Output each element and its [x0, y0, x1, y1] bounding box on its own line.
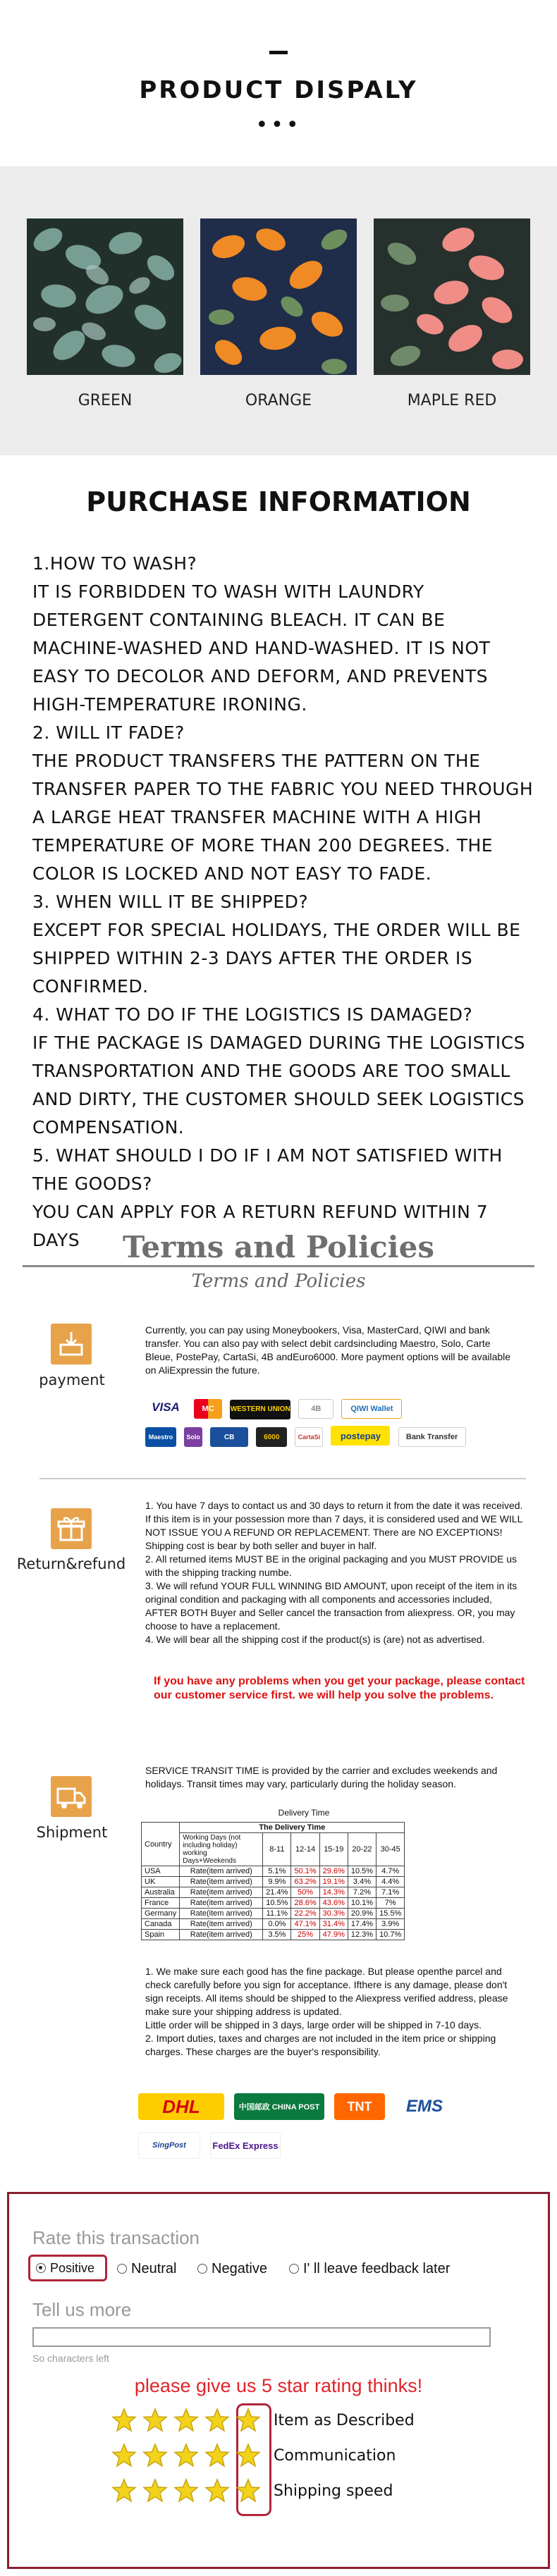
western-union-logo: WESTERN UNION [230, 1400, 290, 1419]
faq-answer-4: IF THE PACKAGE IS DAMAGED DURING THE LOGISTICS TRANSPORTATION AND THE GOODS ARE TOO SMALL AND DIRTY, THE CUSTOMER SHOULD SEEK LOGISTICS COMPENSATION. [32, 1033, 525, 1138]
percent-cell: 9.9% [263, 1877, 291, 1887]
header-dash [269, 51, 288, 54]
singpost-logo: SingPost [138, 2132, 200, 2159]
faq-question-5: 5. WHAT SHOULD I DO IF I AM NOT SATISFIED WITH THE GOODS? [32, 1145, 503, 1194]
percent-cell: 7.2% [348, 1887, 376, 1898]
faq-question-4: 4. WHAT TO DO IF THE LOGISTICS IS DAMAGED? [32, 1004, 473, 1025]
purchase-info-body [32, 550, 540, 1255]
maestro-logo: Maestro [145, 1427, 176, 1447]
country-cell: Spain [142, 1930, 180, 1940]
star-row-label: Communication [274, 2446, 396, 2465]
refund-warning: If you have any problems when you get your package, please contact our customer service first. we will help you solve the problems. [154, 1675, 525, 1701]
rating-negative-option[interactable] [197, 2261, 267, 2277]
payment-badges-row-1 [145, 1398, 512, 1419]
ems-logo: EMS [395, 2093, 454, 2120]
range-header: 30-45 [377, 1833, 405, 1866]
star-icon[interactable] [235, 2408, 261, 2433]
star-icon[interactable] [235, 2443, 261, 2468]
fedex-logo: FedEx Express [210, 2132, 281, 2159]
range-header: 15-19 [319, 1833, 348, 1866]
star-icon[interactable] [173, 2408, 199, 2433]
star-ratings [111, 2406, 534, 2519]
country-cell: France [142, 1898, 180, 1909]
star-icon[interactable] [204, 2478, 230, 2503]
five-star-request: please give us 5 star rating thinks! [134, 2375, 423, 2396]
product-label-maple-red: MAPLE RED [407, 392, 497, 409]
rate-transaction-label: Rate this transaction [32, 2227, 200, 2248]
star-icon[interactable] [142, 2443, 168, 2468]
product-image-maple-red[interactable] [374, 218, 530, 375]
percent-cell: 15.5% [377, 1909, 405, 1919]
product-image-green[interactable] [27, 218, 183, 375]
terms-title: Terms and Policies [122, 1230, 434, 1264]
neutral-text: Neutral [131, 2261, 177, 2276]
4b-logo: 4B [298, 1399, 333, 1419]
percent-cell: 29.6% [319, 1866, 348, 1877]
table-row [142, 1887, 405, 1898]
rate-cell: Rate(item arrived) [180, 1898, 263, 1909]
faq-answer-5: YOU CAN APPLY FOR A RETURN REFUND WITHIN 7 DAYS [32, 1202, 489, 1250]
return-refund-label: Return&refund [16, 1555, 126, 1572]
percent-cell: 31.4% [319, 1919, 348, 1930]
table-row [142, 1909, 405, 1919]
star-row-label: Shipping speed [274, 2482, 393, 2500]
shipment-note-2: Little order will be shipped in 3 days, large order will be shipped in 7-10 days. [145, 2019, 482, 2030]
faq-answer-3: EXCEPT FOR SPECIAL HOLIDAYS, THE ORDER WILL BE SHIPPED WITHIN 2-3 DAYS AFTER THE ORDER IS CONFIRMED. [32, 920, 521, 997]
percent-cell: 63.2% [291, 1877, 319, 1887]
star-icon[interactable] [204, 2408, 230, 2433]
star-icon[interactable] [142, 2478, 168, 2503]
mastercard-logo: MC [194, 1399, 222, 1419]
percent-cell: 30.3% [319, 1909, 348, 1919]
shipment-notes [145, 1965, 519, 2059]
carte-bleue-logo: CB [210, 1427, 248, 1447]
percent-cell: 4.7% [377, 1866, 405, 1877]
star-icon[interactable] [204, 2443, 230, 2468]
refund-policy-list [145, 1499, 526, 1646]
percent-cell: 10.5% [263, 1898, 291, 1909]
star-row-label: Item as Described [274, 2411, 415, 2429]
shipment-note-3: 2. Import duties, taxes and charges are not included in the item price or shipping charges. These charges are the buyer's responsibility. [145, 2033, 496, 2057]
faq-answer-1: IT IS FORBIDDEN TO WASH WITH LAUNDRY DETERGENT CONTAINING BLEACH. IT CAN BE MACHINE-WASHED AND HAND-WASHED. IT IS NOT EASY TO DECOLOR AND DEFORM, AND PREVENTS HIGH-TEMPERATURE IRONING. [32, 581, 491, 715]
payment-badges-row-2 [145, 1426, 512, 1447]
delivery-time-title: Delivery Time [278, 1808, 330, 1818]
col-country-header: Country [142, 1823, 180, 1866]
rate-cell: Rate(item arrived) [180, 1909, 263, 1919]
percent-cell: 0.0% [263, 1919, 291, 1930]
product-label-green: GREEN [78, 392, 133, 409]
delivery-time-table [141, 1822, 405, 1940]
range-header: 8-11 [263, 1833, 291, 1866]
refund-item-2: 2. All returned items MUST BE in the original packaging and you MUST PROVIDE us with the shipping tracking numbe. [145, 1553, 518, 1578]
refund-item-1: 1. You have 7 days to contact us and 30 days to return it from the date it was received. If this item is in your possession more than 7 days, it is considered used and WE WILL NOT ISSUE YOU A REFUND OR REPLACEMENT. There are NO EXCEPTIONS! Shipping cost is bear by both seller and buyer in half. [145, 1500, 523, 1551]
product-label-orange: ORANGE [245, 392, 312, 409]
star-rating-row [111, 2477, 393, 2505]
shipment-note-1: 1. We make sure each good has the fine package. But please openthe parcel and check carefully before you sign for acceptance. Ifthere is any damage, please don't sign receipts. All items should be shipped to the Aliexpress verified address, please make sure your shipping address is updated. [145, 1966, 508, 2017]
radio-icon [197, 2264, 207, 2274]
percent-cell: 43.6% [319, 1898, 348, 1909]
percent-cell: 22.2% [291, 1909, 319, 1919]
faq-question-1: 1.HOW TO WASH? [32, 553, 197, 574]
percent-cell: 10.7% [377, 1930, 405, 1940]
percent-cell: 5.1% [263, 1866, 291, 1877]
faq-answer-2: THE PRODUCT TRANSFERS THE PATTERN ON THE TRANSFER PAPER TO THE FABRIC YOU NEED THROUGH A LARGE HEAT TRANSFER MACHINE WITH A HIGH TEMPERATURE OF MORE THAN 200 DEGREES. THE COLOR IS LOCKED AND NOT EASY TO FADE. [32, 751, 534, 884]
postepay-logo: postepay [331, 1426, 390, 1446]
country-cell: USA [142, 1866, 180, 1877]
percent-cell: 47.1% [291, 1919, 319, 1930]
payment-icon [51, 1324, 92, 1364]
visa-logo: VISA [145, 1398, 186, 1417]
table-row [142, 1898, 405, 1909]
percent-cell: 21.4% [263, 1887, 291, 1898]
percent-cell: 19.1% [319, 1877, 348, 1887]
terms-subtitle: Terms and Policies [191, 1271, 366, 1292]
star-icon[interactable] [173, 2478, 199, 2503]
percent-cell: 11.1% [263, 1909, 291, 1919]
payment-label: payment [39, 1372, 105, 1388]
star-icon[interactable] [235, 2478, 261, 2503]
rating-neutral-option[interactable] [117, 2261, 176, 2277]
solo-logo: Solo [184, 1427, 202, 1447]
dhl-logo: DHL [138, 2093, 224, 2120]
cartasi-logo: CartaSi [295, 1427, 323, 1447]
carrier-logos-row-1 [138, 2093, 463, 2120]
percent-cell: 17.4% [348, 1919, 376, 1930]
range-header: 12-14 [291, 1833, 319, 1866]
country-cell: UK [142, 1877, 180, 1887]
purchase-info-title: PURCHASE INFORMATION [86, 486, 471, 517]
tnt-logo: TNT [334, 2093, 385, 2120]
later-text: I' ll leave feedback later [303, 2261, 451, 2276]
percent-cell: 3.4% [348, 1877, 376, 1887]
percent-cell: 25% [291, 1930, 319, 1940]
refund-item-4: 4. We will bear all the shipping cost if the product(s) is (are) not as advertised. [145, 1634, 485, 1645]
rate-cell: Rate(item arrived) [180, 1877, 263, 1887]
percent-cell: 50.1% [291, 1866, 319, 1877]
positive-text: Positive [50, 2260, 95, 2275]
percent-cell: 7% [377, 1898, 405, 1909]
china-post-logo: 中国邮政 CHINA POST [234, 2093, 324, 2120]
col-delivery-header: The Delivery Time [180, 1823, 405, 1833]
star-rating-row [111, 2406, 415, 2434]
percent-cell: 3.5% [263, 1930, 291, 1940]
rating-positive-option[interactable] [28, 2255, 107, 2281]
faq-question-3: 3. WHEN WILL IT BE SHIPPED? [32, 892, 309, 912]
page-title: PRODUCT DISPALY [139, 76, 418, 104]
terms-divider [23, 1265, 534, 1267]
radio-icon [117, 2264, 127, 2274]
rating-later-option[interactable] [289, 2261, 450, 2277]
percent-cell: 28.6% [291, 1898, 319, 1909]
refund-item-3: 3. We will refund YOUR FULL WINNING BID AMOUNT, upon receipt of the item in its original condition and packaging with all components and accessories included, AFTER BOTH Buyer and Seller cancel the transaction from aliexpress. OR, you may choose to have a replacement. [145, 1580, 518, 1632]
faq-question-2: 2. WILL IT FADE? [32, 722, 185, 743]
carrier-logos-row-2 [138, 2132, 463, 2159]
star-icon[interactable] [173, 2443, 199, 2468]
table-row [142, 1930, 405, 1940]
star-icon[interactable] [142, 2408, 168, 2433]
percent-cell: 3.9% [377, 1919, 405, 1930]
star-icon[interactable] [111, 2443, 137, 2468]
country-cell: Canada [142, 1919, 180, 1930]
negative-text: Negative [212, 2261, 267, 2276]
payment-text: Currently, you can pay using Moneybookers, Visa, MasterCard, QIWI and bank transfer. You can also pay with select debit cardsincluding Maestro, Solo, Carte Bleue, PostePay, CartaSi, 4B andEuro6000. More payment options will be available on AliExpressin the future. [145, 1324, 511, 1376]
percent-cell: 10.5% [348, 1866, 376, 1877]
characters-left: So characters left [32, 2353, 109, 2364]
percent-cell: 10.1% [348, 1898, 376, 1909]
qiwi-logo: QIWI Wallet [341, 1399, 402, 1419]
header-dots: ••• [255, 113, 302, 137]
bank-transfer-logo: Bank Transfer [398, 1427, 466, 1447]
tell-us-more-label: Tell us more [32, 2299, 132, 2320]
truck-icon [51, 1776, 92, 1817]
gift-icon [51, 1508, 92, 1549]
percent-cell: 7.1% [377, 1887, 405, 1898]
shipment-intro: SERVICE TRANSIT TIME is provided by the carrier and excludes weekends and holidays. Transit times may vary, particularly during the holiday season. [145, 1765, 498, 1789]
radio-selected-icon [36, 2263, 46, 2273]
star-icon[interactable] [111, 2408, 137, 2433]
table-row [142, 1919, 405, 1930]
percent-cell: 50% [291, 1887, 319, 1898]
star-rating-row [111, 2441, 396, 2470]
shipment-label: Shipment [36, 1824, 108, 1841]
table-row [142, 1866, 405, 1877]
table-row [142, 1877, 405, 1887]
rate-cell: Rate(item arrived) [180, 1866, 263, 1877]
section-separator [39, 1478, 526, 1479]
rate-cell: Rate(item arrived) [180, 1887, 263, 1898]
feedback-input[interactable] [32, 2327, 491, 2347]
working-days-header: Working Days (not including holiday) working Days+Weekends [180, 1833, 263, 1866]
rate-cell: Rate(item arrived) [180, 1919, 263, 1930]
radio-icon [289, 2264, 299, 2274]
country-cell: Australia [142, 1887, 180, 1898]
euro6000-logo: 6000 [256, 1427, 287, 1447]
star-icon[interactable] [111, 2478, 137, 2503]
country-cell: Germany [142, 1909, 180, 1919]
percent-cell: 4.4% [377, 1877, 405, 1887]
percent-cell: 47.9% [319, 1930, 348, 1940]
rate-cell: Rate(item arrived) [180, 1930, 263, 1940]
percent-cell: 14.3% [319, 1887, 348, 1898]
percent-cell: 12.3% [348, 1930, 376, 1940]
product-image-orange[interactable] [200, 218, 357, 375]
range-header: 20-22 [348, 1833, 376, 1866]
percent-cell: 20.9% [348, 1909, 376, 1919]
